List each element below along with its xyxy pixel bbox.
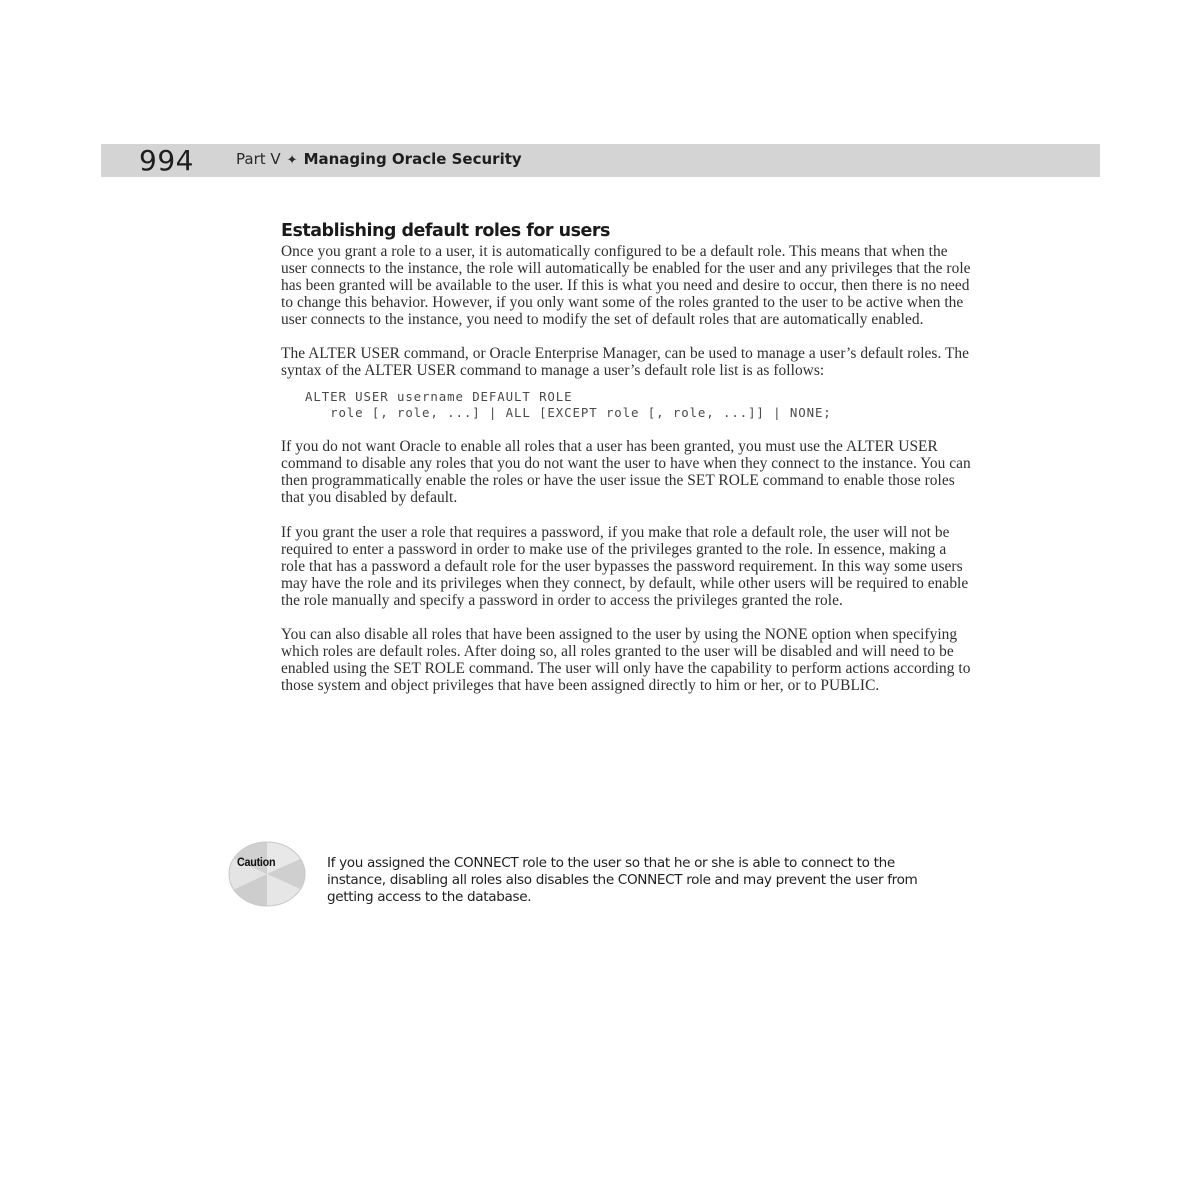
separator-icon: ✦ [286, 153, 298, 168]
caution-label: Caution [237, 855, 276, 869]
part-name: Part V [236, 150, 281, 168]
code-block: ALTER USER username DEFAULT ROLE role [, role, ...] | ALL [EXCEPT role [, role, ...]] | NONE; [305, 389, 832, 421]
section-title: Establishing default roles for users [281, 221, 610, 241]
caution-note [228, 841, 968, 911]
caution-wheel-graphic [228, 841, 306, 907]
paragraph-3: If you do not want Oracle to enable all roles that a user has been granted, you must use the ALTER USER command to disable any roles that you do not want the user to have when they connect to the instance. You can then programmatically enable the roles or have the user issue the SET ROLE command to enable those roles that you disabled by default. [281, 438, 971, 507]
paragraph-5: You can also disable all roles that have been assigned to the user by using the NONE option when specifying which roles are default roles. After doing so, all roles granted to the user will be disabled and will need to be enabled using the SET ROLE command. The user will only have the capability to perform actions according to those system and object privileges that have been assigned directly to him or her, or to PUBLIC. [281, 625, 971, 694]
paragraph-4: If you grant the user a role that requires a password, if you make that role a default role, the user will not be required to enter a password in order to make use of the privileges granted to the role. In essence, making a role that has a password a default role for the user bypasses the password requirement. In this way some users may have the role and its privileges when they connect, by default, while other users will be required to enable the role manually and specify a password in order to access the privileges granted the role. [281, 523, 969, 609]
page-number: 994 [139, 144, 194, 177]
caution-text: If you assigned the CONNECT role to the user so that he or she is able to connect to the instance, disabling all roles also disables the CONNECT role and may prevent the user from getting access to the database. [327, 855, 918, 905]
paragraph-1: Once you grant a role to a user, it is automatically configured to be a default role. This means that when the user connects to the instance, the role will automatically be enabled for the user and any privileges that the role has been granted will be available to the user. If this is what you need and desire to occur, then there is no need to change this behavior. However, if you only want some of the roles granted to the user to be active when the user connects to the instance, you need to modify the set of default roles that are automatically enabled. [281, 243, 971, 329]
caution-icon [228, 841, 306, 907]
chapter-title: Managing Oracle Security [303, 150, 522, 168]
paragraph-2: The ALTER USER command, or Oracle Enterprise Manager, can be used to manage a user’s default roles. The syntax of the ALTER USER command to manage a user’s default role list is as follows: [281, 345, 970, 380]
main-content [281, 219, 971, 711]
running-head [101, 144, 1100, 177]
part-label [236, 144, 522, 177]
